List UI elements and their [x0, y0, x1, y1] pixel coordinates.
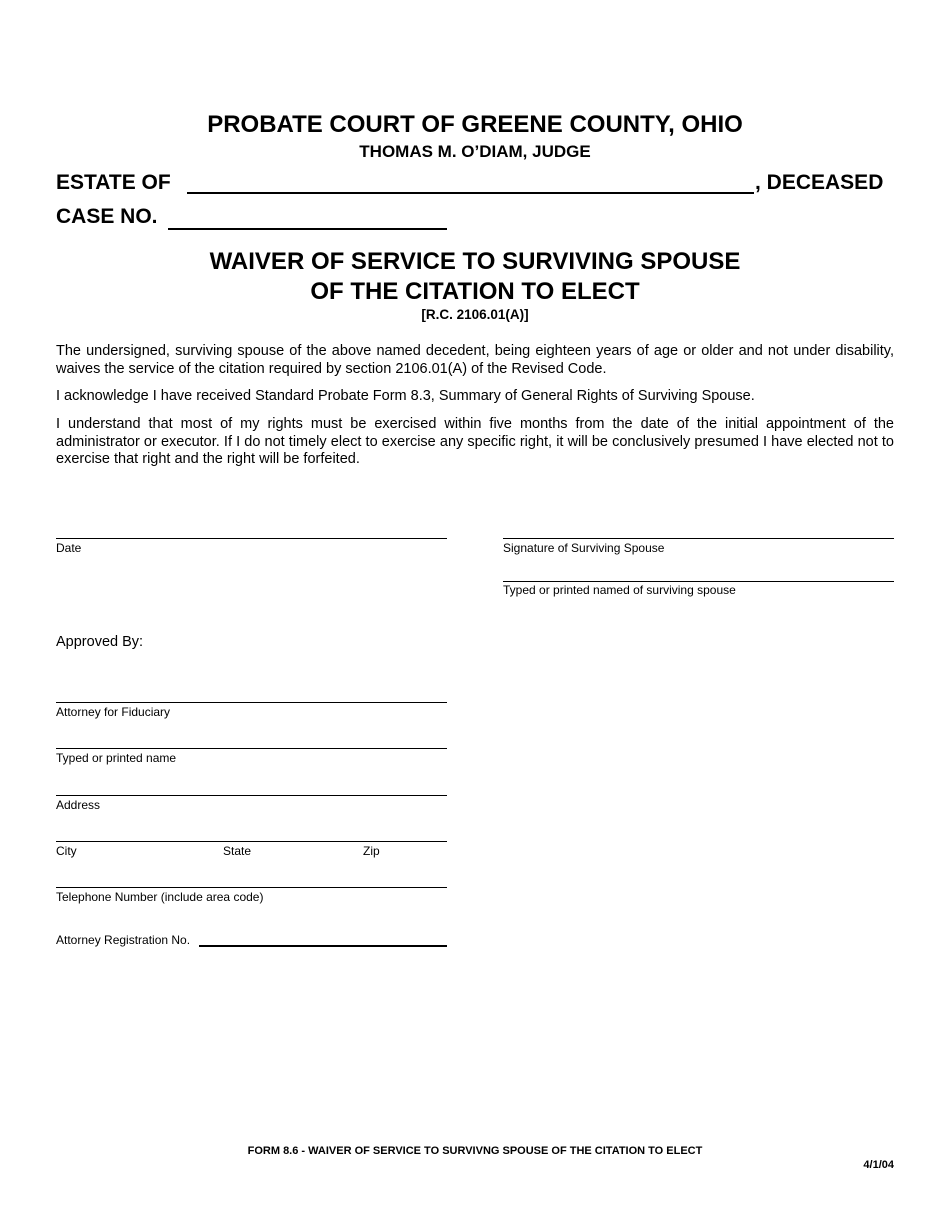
attorney-typed-name-field[interactable] [56, 748, 447, 749]
attorney-field[interactable] [56, 702, 447, 703]
state-label: State [223, 844, 252, 858]
deceased-label: , DECEASED [755, 171, 884, 194]
attorney-label: Attorney for Fiduciary [56, 705, 171, 719]
footer-form-title: FORM 8.6 - WAIVER OF SERVICE TO SURVIVNG SPOUSE OF THE CITATION TO ELECT [247, 1145, 703, 1157]
case-label: CASE NO. [56, 205, 158, 228]
city-label: City [56, 844, 77, 858]
acknowledgement-paragraph: I acknowledge I have received Standard Probate Form 8.3, Summary of General Rights of Surviving Spouse. [56, 388, 755, 404]
form-title-line1: WAIVER OF SERVICE TO SURVIVING SPOUSE [209, 248, 741, 275]
estate-label: ESTATE OF [56, 171, 171, 194]
estate-name-field[interactable] [187, 192, 754, 194]
date-label: Date [56, 541, 82, 555]
address-field[interactable] [56, 795, 447, 796]
statute-citation: [R.C. 2106.01(A)] [421, 307, 529, 322]
footer-date: 4/1/04 [863, 1159, 894, 1171]
telephone-label: Telephone Number (include area code) [56, 890, 264, 904]
approved-by-label: Approved By: [56, 634, 144, 650]
judge-name: THOMAS M. O’DIAM, JUDGE [359, 142, 591, 161]
form-title-line2: OF THE CITATION TO ELECT [310, 278, 640, 305]
telephone-field[interactable] [56, 887, 447, 888]
waiver-paragraph: The undersigned, surviving spouse of the above named decedent, being eighteen years of age or older and not under disability, waives the service of the citation required by section 2106.01(A) of the Revised Code. [56, 343, 894, 377]
spouse-signature-label: Signature of Surviving Spouse [503, 541, 665, 555]
spouse-typed-name-label: Typed or printed named of surviving spouse [503, 583, 736, 597]
spouse-typed-name-field[interactable] [503, 581, 894, 582]
case-number-field[interactable] [168, 228, 447, 230]
zip-label: Zip [363, 844, 380, 858]
attorney-typed-name-label: Typed or printed name [56, 751, 177, 765]
address-label: Address [56, 798, 101, 812]
spouse-signature-field[interactable] [503, 538, 894, 539]
city-state-zip-field[interactable] [56, 841, 447, 842]
registration-label: Attorney Registration No. [56, 933, 191, 947]
rights-paragraph: I understand that most of my rights must be exercised within five months from the date of the initial appointment of the administrator or executor. If I do not timely elect to exercise any specific right, it will be conclusively presumed I have elected not to exercise that right and the right will be forfeited. [56, 416, 894, 467]
date-field[interactable] [56, 538, 447, 539]
registration-field[interactable] [199, 945, 447, 947]
court-title: PROBATE COURT OF GREENE COUNTY, OHIO [207, 111, 743, 138]
